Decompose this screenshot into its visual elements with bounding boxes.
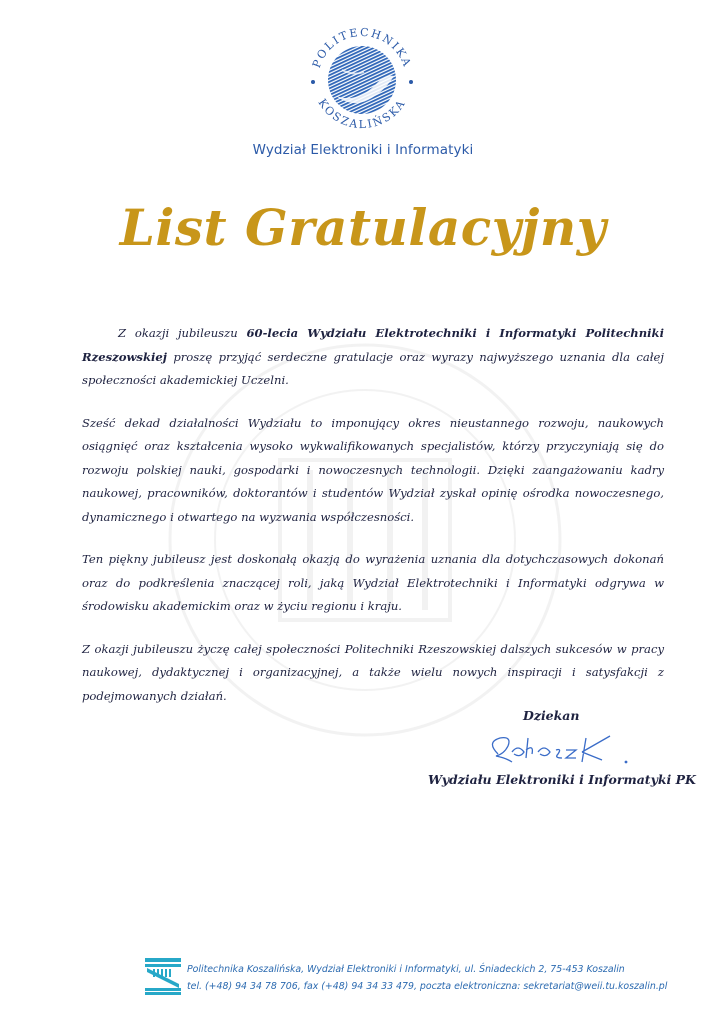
paragraph-4: Z okazji jubileuszu życzę całej społeczności Politechniki Rzeszowskiej dalszych sukcesów w pracy naukowej, dydaktycznej i organizacyjnej, a także wielu nowych inspiracji i satysfakcji z podejmowanych działań. bbox=[82, 641, 664, 703]
footer-contact bbox=[187, 961, 667, 995]
paragraph-1-intro: Z okazji jubileuszu bbox=[118, 326, 247, 340]
faculty-name: Wydział Elektroniki i Informatyki bbox=[252, 142, 474, 158]
faculty-logo-icon bbox=[143, 956, 183, 996]
paragraph-1 bbox=[82, 322, 664, 393]
paragraph-2: Sześć dekad działalności Wydziału to imponujący okres nieustannego rozwoju, naukowych osiągnięć oraz kształcenia wysoko wykwalifikowanych specjalistów, którzy przyczyniają się do rozwoju polskiej nauki, gospodarki i nowoczesnych technologii. Dzięki zaangażowaniu kadry naukowej, pracowników, doktorantów i studentów Wydział zyskał opinię ośrodka nowoczesnego, dynamicznego i otwartego na wyzwania współczesności. bbox=[82, 415, 664, 524]
university-logo-icon bbox=[298, 16, 426, 144]
letter-body bbox=[82, 322, 664, 727]
paragraph-1-rest: proszę przyjąć serdeczne gratulacje oraz wyrazy najwyższego uznania dla całej społeczności akademickiej Uczelni. bbox=[82, 349, 664, 387]
paragraph-3: Ten piękny jubileusz jest doskonałą okazją do wyrażenia uznania dla dotychczasowych dokonań oraz do podkreślenia znaczącej roli, jaką Wydział Elektrotechniki i Informatyki odgrywa w środowisku akademickim oraz w życiu regionu i kraju. bbox=[82, 552, 664, 613]
footer-address: Politechnika Koszalińska, Wydział Elektroniki i Informatyki, ul. Śniadeckich 2, 75-453 Koszalin bbox=[187, 964, 625, 975]
signatory-organization: Wydziału Elektroniki i Informatyki PK bbox=[428, 772, 696, 787]
footer-phone-email: tel. (+48) 94 34 78 706, fax (+48) 94 34 33 479, poczta elektroniczna: sekretariat@weii.tu.koszalin.pl bbox=[187, 981, 668, 992]
page-title: List Gratulacyjny bbox=[119, 198, 607, 257]
svg-text:KOSZALIŃSKA: KOSZALIŃSKA bbox=[315, 96, 409, 132]
signatory-title: Dziekan bbox=[523, 708, 580, 723]
handwritten-signature-icon bbox=[482, 728, 642, 768]
paragraph-1-highlight: 60-lecia Wydziału Elektrotechniki i Informatyki Politechniki Rzeszowskiej bbox=[82, 326, 664, 364]
svg-text:POLITECHNIKA: POLITECHNIKA bbox=[309, 25, 415, 70]
